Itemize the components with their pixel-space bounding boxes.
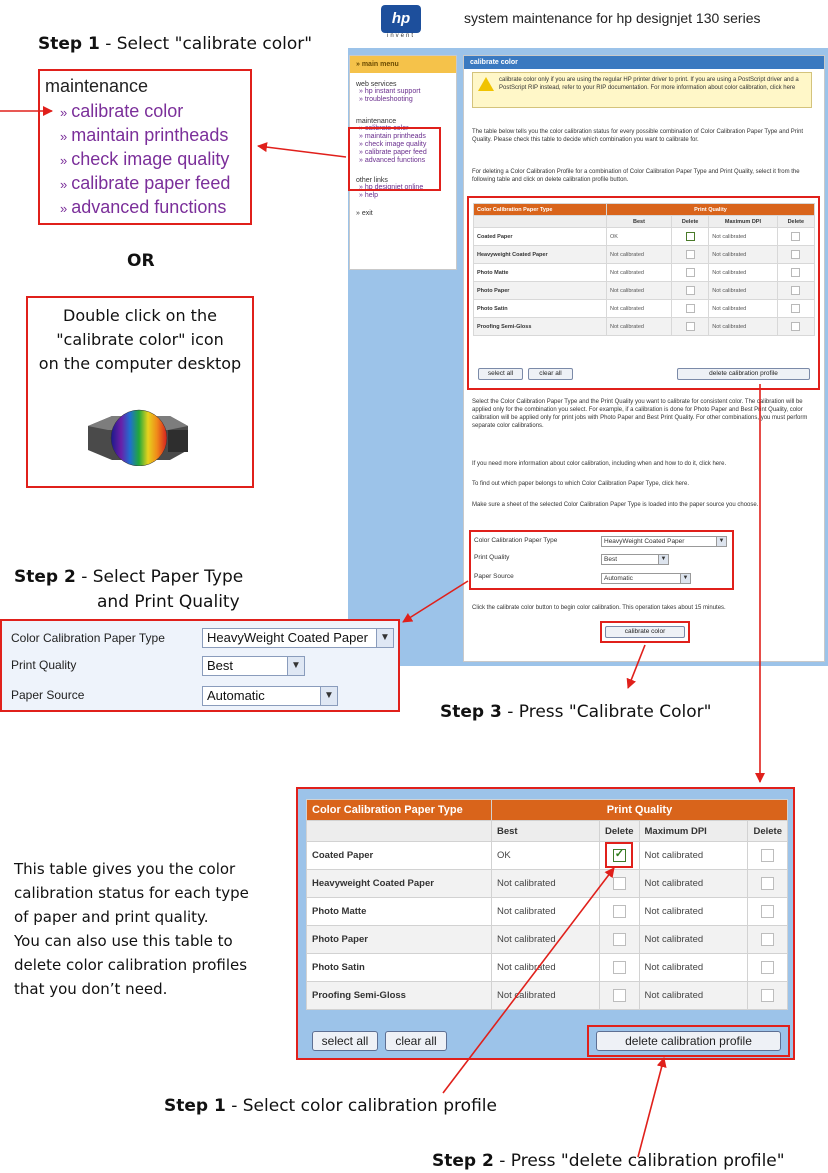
status-cell: Not calibrated	[709, 228, 777, 246]
status-cell: Not calibrated	[607, 300, 672, 318]
delete-button-highlight	[587, 1025, 790, 1057]
mini-print-quality-value: Best	[604, 556, 618, 563]
step3-label: Step 3	[440, 702, 502, 722]
paper-type-cell: Proofing Semi-Gloss	[307, 982, 492, 1010]
paper-type-cell: Photo Satin	[474, 300, 607, 318]
content-paragraph-4: If you need more information about color calibration, including when and how to do it, click here.	[472, 461, 727, 467]
nav-hp-instant-support[interactable]: » hp instant support	[359, 88, 421, 95]
table-row	[307, 898, 788, 926]
header-print-quality: Print Quality	[492, 800, 788, 821]
paper-type-cell: Photo Satin	[307, 954, 492, 982]
mini-sub-delete-max: Delete	[777, 216, 814, 228]
nav-hp-designjet-online[interactable]: » hp designjet online	[359, 184, 424, 191]
maintenance-heading: maintenance	[45, 76, 149, 96]
step2-caption-line1	[14, 567, 243, 587]
desktop-callout-line2: "calibrate color" icon	[56, 330, 224, 349]
chevron-down-icon: ▼	[716, 537, 726, 546]
print-quality-select[interactable]	[202, 656, 305, 676]
step2-caption-line2: and Print Quality	[97, 592, 240, 612]
step3-text: - Press "Calibrate Color"	[501, 702, 712, 722]
sub-delete-best: Delete	[600, 821, 640, 842]
mini-sub-max: Maximum DPI	[709, 216, 777, 228]
mini-paper-type-value: HeavyWeight Coated Paper	[604, 538, 685, 545]
status-cell: Not calibrated	[492, 926, 600, 954]
callout-maintain-printheads[interactable]	[60, 124, 230, 148]
paper-type-cell: Proofing Semi-Gloss	[474, 318, 607, 336]
hp-logo	[381, 5, 421, 39]
delete-checkbox[interactable]	[761, 849, 774, 862]
status-cell: Not calibrated	[492, 898, 600, 926]
status-cell: Not calibrated	[639, 926, 748, 954]
nav-exit[interactable]: » exit	[356, 210, 373, 217]
delete-checkbox[interactable]	[613, 961, 626, 974]
nav-calibrate-color[interactable]: » calibrate color	[359, 125, 409, 132]
description-line: delete color calibration profiles	[14, 956, 248, 974]
mini-table-highlight	[467, 196, 820, 390]
print-quality-value: Best	[207, 658, 234, 673]
callout-check-image-quality[interactable]	[60, 148, 230, 172]
calibrate-color-desktop-icon[interactable]	[84, 404, 194, 466]
status-cell: Not calibrated	[639, 870, 748, 898]
hp-logo-mark: hp	[381, 5, 421, 33]
step1-top-label: Step 1	[38, 34, 100, 54]
status-cell: Not calibrated	[492, 870, 600, 898]
table-row	[307, 954, 788, 982]
warning-icon	[478, 77, 494, 91]
paper-type-cell: Heavyweight Coated Paper	[307, 870, 492, 898]
table-row	[307, 870, 788, 898]
calibrate-color-button-mini[interactable]: calibrate color	[605, 626, 685, 638]
content-paragraph-1: The table below tells you the color calibration status for every possible combination of Color Calibration Paper Type and Print Quality. Please check this table to decide which combination you want to calibrate for.	[472, 129, 804, 143]
desktop-icon-callout	[26, 296, 254, 488]
mini-header-paper-type: Color Calibration Paper Type	[474, 204, 607, 216]
or-text: OR	[127, 251, 155, 271]
maintenance-callout	[38, 69, 252, 225]
nav-troubleshooting[interactable]: » troubleshooting	[359, 96, 413, 103]
step3-caption	[440, 702, 711, 722]
sub-max: Maximum DPI	[639, 821, 748, 842]
delete-checkbox[interactable]	[613, 877, 626, 890]
bullet: »	[60, 105, 68, 120]
mini-paper-type-label: Color Calibration Paper Type	[474, 537, 558, 544]
nav-maintenance: maintenance	[356, 118, 397, 125]
table-row	[307, 982, 788, 1010]
info-note	[472, 72, 812, 108]
status-cell: OK	[607, 228, 672, 246]
paper-source-select[interactable]	[202, 686, 338, 706]
table-row	[307, 842, 788, 870]
checkbox-highlight	[605, 842, 633, 868]
delete-checkbox[interactable]	[613, 933, 626, 946]
description-line: that you don’t need.	[14, 980, 168, 998]
status-cell: Not calibrated	[709, 318, 777, 336]
chevron-down-icon: ▼	[320, 687, 337, 705]
nav-calibrate-paper-feed[interactable]: » calibrate paper feed	[359, 149, 427, 156]
bullet: »	[60, 153, 68, 168]
paper-type-cell: Photo Matte	[307, 898, 492, 926]
status-cell: Not calibrated	[607, 318, 672, 336]
status-cell: Not calibrated	[639, 898, 748, 926]
table-description	[14, 857, 294, 1001]
nav-maintain-printheads[interactable]: » maintain printheads	[359, 133, 426, 140]
content-title: calibrate color	[464, 56, 824, 69]
status-cell: Not calibrated	[492, 982, 600, 1010]
mini-form-highlight	[469, 530, 734, 590]
step1-top-caption	[38, 34, 312, 54]
nav-other-links: other links	[356, 177, 388, 184]
select-all-button-mini[interactable]: select all	[478, 368, 523, 380]
paper-type-form-callout	[0, 619, 400, 712]
chevron-down-icon: ▼	[658, 555, 668, 564]
hp-logo-sub: invent	[386, 33, 415, 39]
chevron-down-icon: ▼	[287, 657, 304, 675]
status-cell: Not calibrated	[639, 954, 748, 982]
status-cell: Not calibrated	[607, 264, 672, 282]
bullet: »	[60, 129, 68, 144]
mini-sub-best: Best	[607, 216, 672, 228]
step1-top-text: - Select "calibrate color"	[99, 34, 313, 54]
clear-all-button-mini[interactable]: clear all	[528, 368, 573, 380]
page-title: system maintenance for hp designjet 130 series	[464, 10, 761, 26]
nav-advanced-functions[interactable]: » advanced functions	[359, 157, 426, 164]
delete-checkbox[interactable]	[761, 961, 774, 974]
callout-item-label: advanced functions	[71, 197, 227, 217]
content-paragraph-6: Make sure a sheet of the selected Color Calibration Paper Type is loaded into the paper source you choose.	[472, 502, 759, 508]
nav-check-image-quality[interactable]: » check image quality	[359, 141, 427, 148]
status-cell: Not calibrated	[709, 282, 777, 300]
table-row	[307, 926, 788, 954]
bottom-step1-label: Step 1	[164, 1096, 226, 1116]
bullet: »	[60, 201, 68, 216]
callout-calibrate-color[interactable]	[60, 100, 230, 124]
paper-type-select[interactable]	[202, 628, 394, 648]
main-menu-link[interactable]: » main menu	[350, 56, 456, 73]
content-paragraph-2: For deleting a Color Calibration Profile for a combination of Color Calibration Paper Type and Print Quality, select it from the following table and click on delete calibration profile button.	[472, 169, 800, 183]
status-cell: Not calibrated	[709, 300, 777, 318]
callout-item-label: calibrate paper feed	[71, 173, 231, 193]
step2-label: Step 2	[14, 567, 76, 587]
bottom-step2-caption	[432, 1151, 785, 1171]
desktop-callout-line1: Double click on the	[63, 306, 217, 325]
desktop-callout-line3: on the computer desktop	[38, 354, 242, 373]
delete-calibration-profile-button-mini[interactable]: delete calibration profile	[677, 368, 810, 380]
nav-web-services: web services	[356, 81, 397, 88]
status-cell: Not calibrated	[607, 246, 672, 264]
paper-type-cell: Photo Paper	[474, 282, 607, 300]
paper-type-value: HeavyWeight Coated Paper	[207, 630, 368, 645]
calibrate-button-highlight	[600, 621, 690, 643]
bottom-step2-label: Step 2	[432, 1151, 494, 1171]
arrow-nav-to-callout	[258, 146, 346, 157]
status-cell: Not calibrated	[709, 246, 777, 264]
nav-help[interactable]: » help	[359, 192, 379, 199]
mini-sub-delete-best: Delete	[671, 216, 708, 228]
calibration-table	[306, 799, 788, 1010]
callout-item-label: calibrate color	[71, 101, 184, 121]
paper-type-cell: Coated Paper	[307, 842, 492, 870]
sub-delete-max: Delete	[748, 821, 788, 842]
callout-item-label: maintain printheads	[71, 125, 229, 145]
nav-maintenance-highlight	[348, 127, 441, 191]
chevron-down-icon: ▼	[680, 574, 690, 583]
delete-checkbox[interactable]	[761, 933, 774, 946]
paper-type-cell: Coated Paper	[474, 228, 607, 246]
delete-checkbox[interactable]	[761, 877, 774, 890]
content-paragraph-7: Click the calibrate color button to begin color calibration. This operation takes about 15 minutes.	[472, 605, 726, 611]
info-note-text: calibrate color only if you are using the regular HP printer driver to print. If you are using a PostScript driver and a PostScript RIP instead, refer to your RIP documentation. For more information about color calibration, click here	[499, 77, 799, 91]
mini-paper-source-value: Automatic	[604, 575, 633, 582]
callout-advanced-functions[interactable]	[60, 196, 230, 220]
paper-type-cell: Heavyweight Coated Paper	[474, 246, 607, 264]
mini-header-print-quality: Print Quality	[607, 204, 815, 216]
paper-type-cell: Photo Matte	[474, 264, 607, 282]
description-line: of paper and print quality.	[14, 908, 209, 926]
callout-calibrate-paper-feed[interactable]	[60, 172, 230, 196]
status-cell: Not calibrated	[709, 264, 777, 282]
status-cell: Not calibrated	[639, 842, 748, 870]
arrow-step2-to-delete	[638, 1058, 664, 1157]
paper-type-cell: Photo Paper	[307, 926, 492, 954]
delete-checkbox[interactable]	[613, 989, 626, 1002]
bottom-step1-caption	[164, 1096, 497, 1116]
delete-checkbox[interactable]	[761, 905, 774, 918]
chevron-down-icon: ▼	[376, 629, 393, 647]
description-line: This table gives you the color	[14, 860, 236, 878]
step2-text1: - Select Paper Type	[75, 567, 244, 587]
clear-all-button[interactable]: clear all	[385, 1031, 447, 1051]
bottom-step1-text: - Select color calibration profile	[225, 1096, 497, 1116]
paper-source-value: Automatic	[207, 688, 265, 703]
status-cell: Not calibrated	[639, 982, 748, 1010]
bottom-step2-text: - Press "delete calibration profile"	[493, 1151, 785, 1171]
paper-type-label: Color Calibration Paper Type	[11, 631, 165, 645]
content-paragraph-3: Select the Color Calibration Paper Type and the Print Quality you want to calibrate for consistent color. The calibration will be applied only for the combination you select. For example, if a calibration is done for Photo Paper and Best Print Quality, color calibration will be applied only for print jobs with Photo Paper and Best Print Quality. For other combinations, you must perform separate color calibrations.	[472, 399, 808, 429]
description-line: You can also use this table to	[14, 932, 233, 950]
sub-best: Best	[492, 821, 600, 842]
paper-source-label: Paper Source	[11, 688, 85, 702]
delete-checkbox[interactable]	[761, 989, 774, 1002]
callout-item-label: check image quality	[71, 149, 230, 169]
status-cell: Not calibrated	[607, 282, 672, 300]
status-cell: OK	[492, 842, 600, 870]
status-cell: Not calibrated	[492, 954, 600, 982]
content-paragraph-5: To find out which paper belongs to which Color Calibration Paper Type, click here.	[472, 481, 690, 487]
delete-checkbox[interactable]	[613, 905, 626, 918]
print-quality-label: Print Quality	[11, 658, 77, 672]
mini-print-quality-label: Print Quality	[474, 554, 510, 561]
description-line: calibration status for each type	[14, 884, 249, 902]
mini-paper-source-label: Paper Source	[474, 573, 514, 580]
delete-calibration-profile-button[interactable]: delete calibration profile	[596, 1031, 781, 1051]
header-paper-type: Color Calibration Paper Type	[307, 800, 492, 821]
select-all-button[interactable]: select all	[312, 1031, 378, 1051]
bullet: »	[60, 177, 68, 192]
